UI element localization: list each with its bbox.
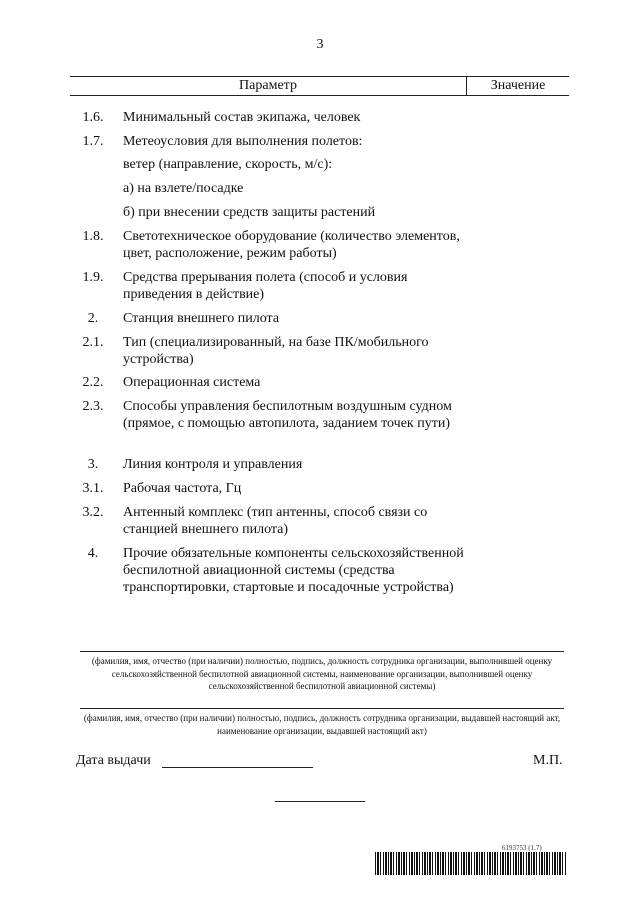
row-text: Рабочая частота, Гц xyxy=(123,481,242,496)
row-number: 2.1. xyxy=(82,335,104,350)
row-number: 2.2. xyxy=(82,375,104,390)
row-text: Метеоусловия для выполнения полетов: xyxy=(123,134,363,149)
date-of-issue-line xyxy=(162,767,313,768)
evaluator-signature-caption: (фамилия, имя, отчество (при наличии) полностью, подпись, должность сотрудника организации, выполнившей оценку сельскохозяйственной беспилотной авиационной системы, наименование организации, выполнившей оценку сельскохозяйственной беспилотной авиационной системы) xyxy=(91,656,553,691)
parameter-column-header: Параметр xyxy=(239,78,297,93)
row-number: 4. xyxy=(87,546,99,561)
row-text: Линия контроля и управления xyxy=(123,457,303,472)
barcode xyxy=(375,852,567,875)
barcode-number: 6193753 (1.7) xyxy=(502,844,542,852)
row-number: 1.7. xyxy=(82,134,104,149)
stamp-place-label: М.П. xyxy=(533,753,563,768)
row-text: Способы управления беспилотным воздушным судном (прямое, с помощью автопилота, заданием точек пути) xyxy=(123,399,452,431)
row-text: Средства прерывания полета (способ и условия приведения в действие) xyxy=(123,270,408,302)
table-header xyxy=(70,76,569,96)
row-number: 2.3. xyxy=(82,399,104,414)
row-number: 1.8. xyxy=(82,229,104,244)
separator-line xyxy=(275,801,365,802)
row-text: Минимальный состав экипажа, человек xyxy=(123,110,361,125)
row-number: 1.9. xyxy=(82,270,104,285)
row-text: Операционная система xyxy=(123,375,261,390)
evaluator-signature-line xyxy=(80,651,564,652)
row-text: а) на взлете/посадке xyxy=(123,181,244,196)
row-number: 1.6. xyxy=(82,110,104,125)
value-column-header: Значение xyxy=(490,78,546,93)
row-number: 3. xyxy=(87,457,99,472)
row-number: 2. xyxy=(87,311,99,326)
row-text: ветер (направление, скорость, м/с): xyxy=(123,157,333,172)
date-of-issue-label: Дата выдачи xyxy=(76,753,151,768)
row-number: 3.2. xyxy=(82,505,104,520)
row-text: Прочие обязательные компоненты сельскохозяйственной беспилотной авиационной системы (средства транспортировки, стартовые и посадочные устройства) xyxy=(123,546,464,595)
row-text: Станция внешнего пилота xyxy=(123,311,280,326)
row-text: Светотехническое оборудование (количество элементов, цвет, расположение, режим работы) xyxy=(123,229,460,261)
row-text: б) при внесении средств защиты растений xyxy=(123,205,376,220)
page-number: 3 xyxy=(316,37,324,52)
row-text: Антенный комплекс (тип антенны, способ связи со станцией внешнего пилота) xyxy=(123,505,428,537)
issuer-signature-line xyxy=(80,708,564,709)
row-number: 3.1. xyxy=(82,481,104,496)
row-text: Тип (специализированный, на базе ПК/мобильного устройства) xyxy=(123,335,429,367)
issuer-signature-caption: (фамилия, имя, отчество (при наличии) полностью, подпись, должность сотрудника организации, выдавшей настоящий акт, наименование организации, выдавшей настоящий акт) xyxy=(83,713,561,736)
